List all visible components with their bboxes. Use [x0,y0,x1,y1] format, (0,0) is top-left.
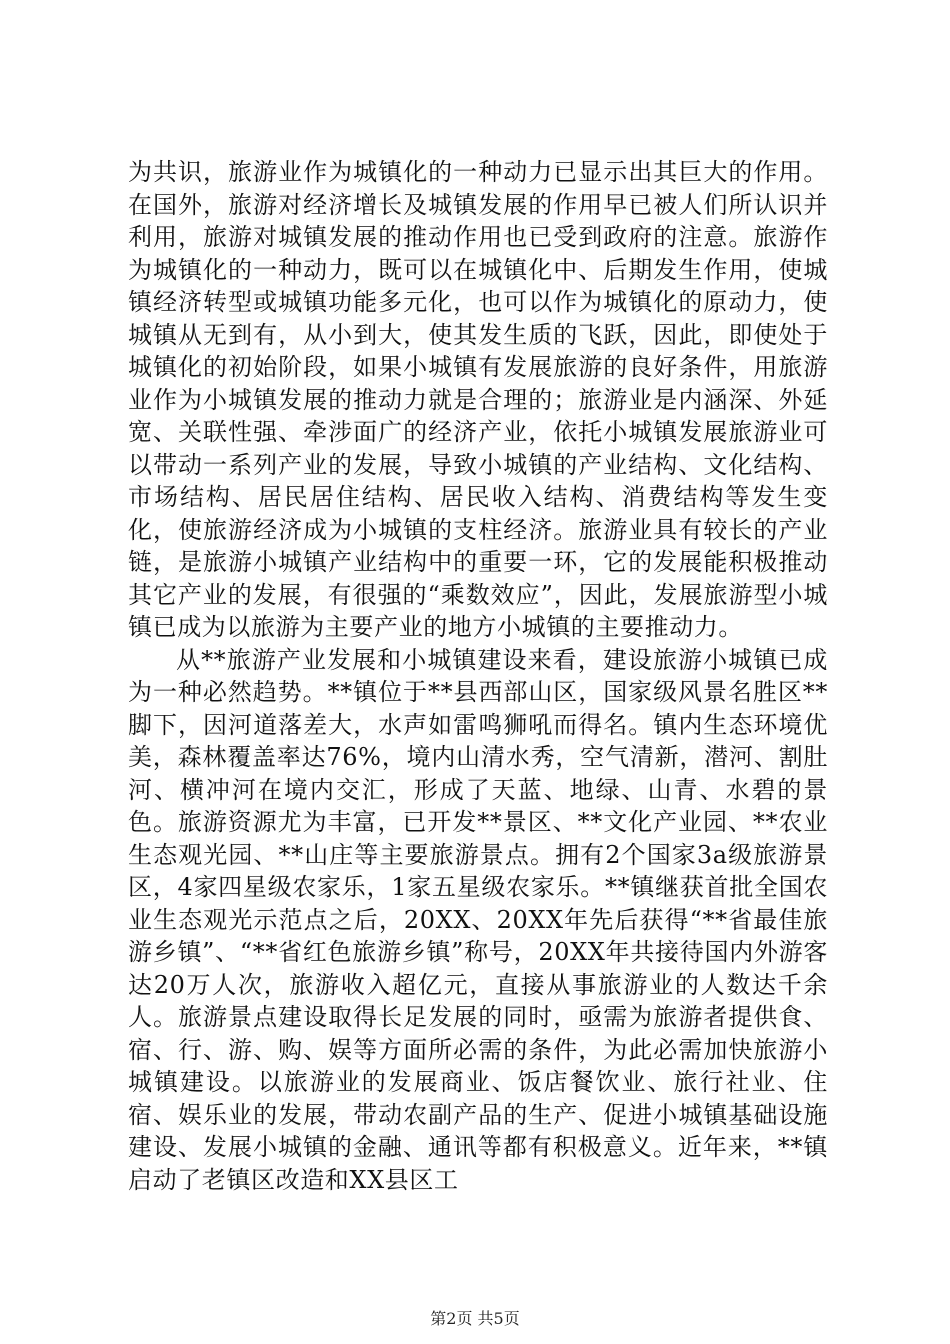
page-number-footer: 第2页 共5页 [430,1309,520,1328]
paragraph-1: 为共识，旅游业作为城镇化的一种动力已显示出其巨大的作用。在国外，旅游对经济增长及城镇发展的作用早已被人们所认识并利用，旅游对城镇发展的推动作用也已受到政府的注意。旅游作为城镇化的一种动力，既可以在城镇化中、后期发生作用，使城镇经济转型或城镇功能多元化，也可以作为城镇化的原动力，使城镇从无到有，从小到大，使其发生质的飞跃，因此，即使处于城镇化的初始阶段，如果小城镇有发展旅游的良好条件，用旅游业作为小城镇发展的推动力就是合理的；旅游业是内涵深、外延宽、关联性强、牵涉面广的经济产业，依托小城镇发展旅游业可以带动一系列产业的发展，导致小城镇的产业结构、文化结构、市场结构、居民居住结构、居民收入结构、消费结构等发生变化，使旅游经济成为小城镇的支柱经济。旅游业具有较长的产业链，是旅游小城镇产业结构中的重要一环，它的发展能积极推动其它产业的发展，有很强的“乘数效应”，因此，发展旅游型小城镇已成为以旅游为主要产业的地方小城镇的主要推动力。 [128,158,828,641]
paragraph-2: 从**旅游产业发展和小城镇建设来看，建设旅游小城镇已成为一种必然趋势。**镇位于**县西部山区，国家级风景名胜区**脚下，因河道落差大，水声如雷鸣狮吼而得名。镇内生态环境优美，森林覆盖率达76%，境内山清水秀，空气清新，潜河、割肚河、横冲河在境内交汇，形成了天蓝、地绿、山青、水碧的景色。旅游资源尤为丰富，已开发**景区、**文化产业园、**农业生态观光园、**山庄等主要旅游景点。拥有2个国家3a级旅游景区，4家四星级农家乐，1家五星级农家乐。**镇继获首批全国农业生态观光示范点之后，20XX、20XX年先后获得“**省最佳旅游乡镇”、“**省红色旅游乡镇”称号，20XX年共接待国内外游客达20万人次，旅游收入超亿元，直接从事旅游业的人数达千余人。旅游景点建设取得长足发展的同时，亟需为旅游者提供食、宿、行、游、购、娱等方面所必需的条件，为此必需加快旅游小城镇建设。以旅游业的发展商业、饭店餐饮业、旅行社业、住宿、娱乐业的发展，带动农副产品的生产、促进小城镇基础设施建设、发展小城镇的金融、通讯等都有积极意义。近年来，**镇启动了老镇区改造和XX县区工 [128,645,828,1194]
body-text [128,156,828,1196]
